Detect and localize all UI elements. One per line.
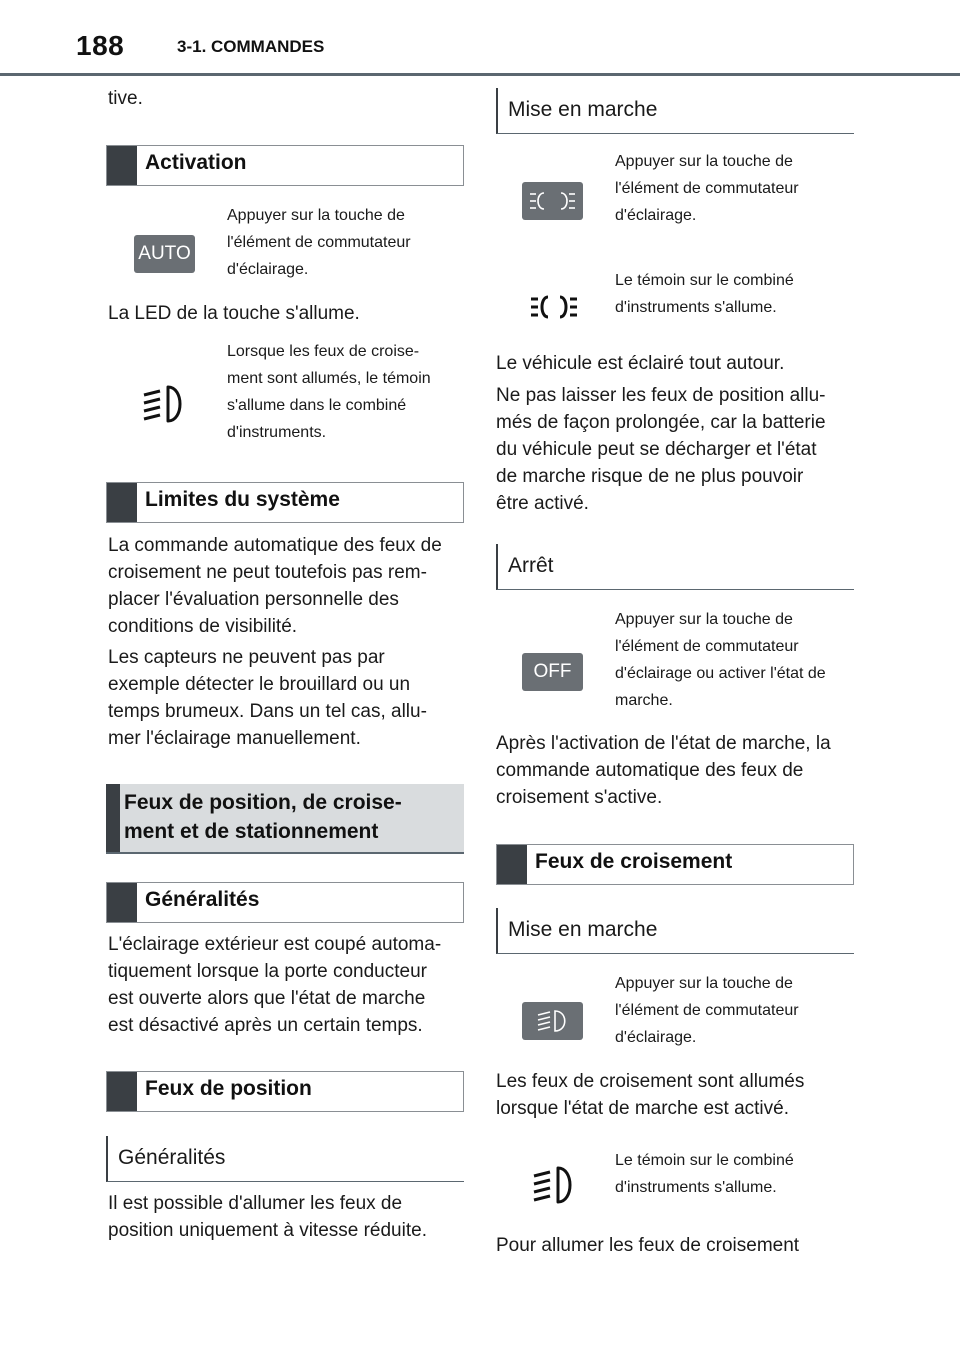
subheading-text: Arrêt bbox=[508, 554, 554, 577]
page-number: 188 bbox=[76, 30, 125, 61]
low-beam-heading bbox=[496, 844, 854, 885]
heading-text: Feux de croisement bbox=[535, 850, 733, 873]
position-button-desc: Appuyer sur la touche de l'élément de commutateur d'éclairage. bbox=[615, 153, 799, 224]
header-rule bbox=[0, 73, 960, 76]
limits-heading bbox=[106, 482, 464, 523]
heading-text: Généralités bbox=[145, 888, 260, 911]
mise-en-marche-p1: Le véhicule est éclairé tout autour. bbox=[496, 353, 785, 374]
position-light-button-image bbox=[522, 182, 583, 220]
position-lights-paragraph: Il est possible d'allumer les feux de position uniquement à vitesse réduite. bbox=[108, 1193, 427, 1241]
low-beam-indicator-icon bbox=[138, 383, 190, 425]
heading-text: Feux de position bbox=[145, 1077, 312, 1100]
heading-text: Feux de position, de croise- ment et de stationnement bbox=[124, 791, 402, 843]
position-light-indicator-icon bbox=[528, 293, 580, 321]
low-beam-subheading bbox=[496, 908, 854, 954]
subheading-text: Généralités bbox=[118, 1146, 226, 1169]
auto-button-desc: Appuyer sur la touche de l'élément de commutateur d'éclairage. bbox=[227, 207, 411, 278]
mise-en-marche-p2: Ne pas laisser les feux de position allu- més de façon prolongée, car la batterie du véhicule peut se décharger et l'état de marche risque de ne plus pouvoir être activé. bbox=[496, 385, 826, 514]
low-beam-indicator-icon bbox=[528, 1164, 580, 1206]
heading-bar bbox=[497, 845, 527, 884]
subheading-text: Mise en marche bbox=[508, 918, 658, 941]
activation-heading bbox=[106, 145, 464, 186]
intro-tail: tive. bbox=[108, 88, 143, 109]
heading-bar bbox=[106, 784, 120, 852]
arret-paragraph: Après l'activation de l'état de marche, la commande automatique des feux de croisement s'active. bbox=[496, 733, 831, 808]
low-beam-paragraph-1: Les feux de croisement sont allumés lorsque l'état de marche est activé. bbox=[496, 1071, 805, 1119]
heading-text: Activation bbox=[145, 151, 247, 174]
generalites-heading bbox=[106, 882, 464, 923]
subheading-text: Mise en marche bbox=[508, 98, 658, 121]
limits-paragraph-2: Les capteurs ne peuvent pas par exemple détecter le brouillard ou un temps brumeux. Dans un tel cas, allu- mer l'éclairage manuellement. bbox=[108, 647, 427, 749]
position-lights-heading bbox=[106, 1071, 464, 1112]
heading-bar bbox=[107, 1072, 137, 1111]
position-lights-subheading bbox=[106, 1136, 464, 1182]
main-section-heading bbox=[106, 784, 464, 854]
generalites-paragraph: L'éclairage extérieur est coupé automa- tiquement lorsque la porte conducteur est ouverte alors que l'état de marche est désactivé après un certain temps. bbox=[108, 934, 442, 1036]
position-indicator-desc: Le témoin sur le combiné d'instruments s'allume. bbox=[615, 272, 794, 316]
heading-bar bbox=[107, 883, 137, 922]
mise-en-marche-heading bbox=[496, 88, 854, 134]
off-button-image: OFF bbox=[522, 653, 583, 691]
low-beam-button-desc: Appuyer sur la touche de l'élément de commutateur d'éclairage. bbox=[615, 975, 799, 1046]
low-beam-paragraph-2: Pour allumer les feux de croisement bbox=[496, 1235, 800, 1256]
heading-text: Limites du système bbox=[145, 488, 340, 511]
led-text: La LED de la touche s'allume. bbox=[108, 303, 360, 324]
heading-bar bbox=[107, 146, 137, 185]
arret-heading bbox=[496, 544, 854, 590]
position-light-icon bbox=[522, 182, 583, 220]
low-beam-indicator-desc: Le témoin sur le combiné d'instruments s'allume. bbox=[615, 1152, 794, 1196]
auto-button-image: AUTO bbox=[134, 235, 195, 273]
off-button-desc: Appuyer sur la touche de l'élément de commutateur d'éclairage ou activer l'état de marche. bbox=[615, 611, 826, 709]
heading-bar bbox=[107, 483, 137, 522]
limits-paragraph-1: La commande automatique des feux de croisement ne peut toutefois pas rem- placer l'évaluation personnelle des conditions de visibilité. bbox=[108, 535, 442, 637]
indicator-desc: Lorsque les feux de croise- ment sont allumés, le témoin s'allume dans le combiné d'instruments. bbox=[227, 343, 431, 441]
section-title: 3-1. COMMANDES bbox=[177, 37, 325, 56]
low-beam-icon bbox=[522, 1002, 583, 1040]
low-beam-button-image bbox=[522, 1002, 583, 1040]
